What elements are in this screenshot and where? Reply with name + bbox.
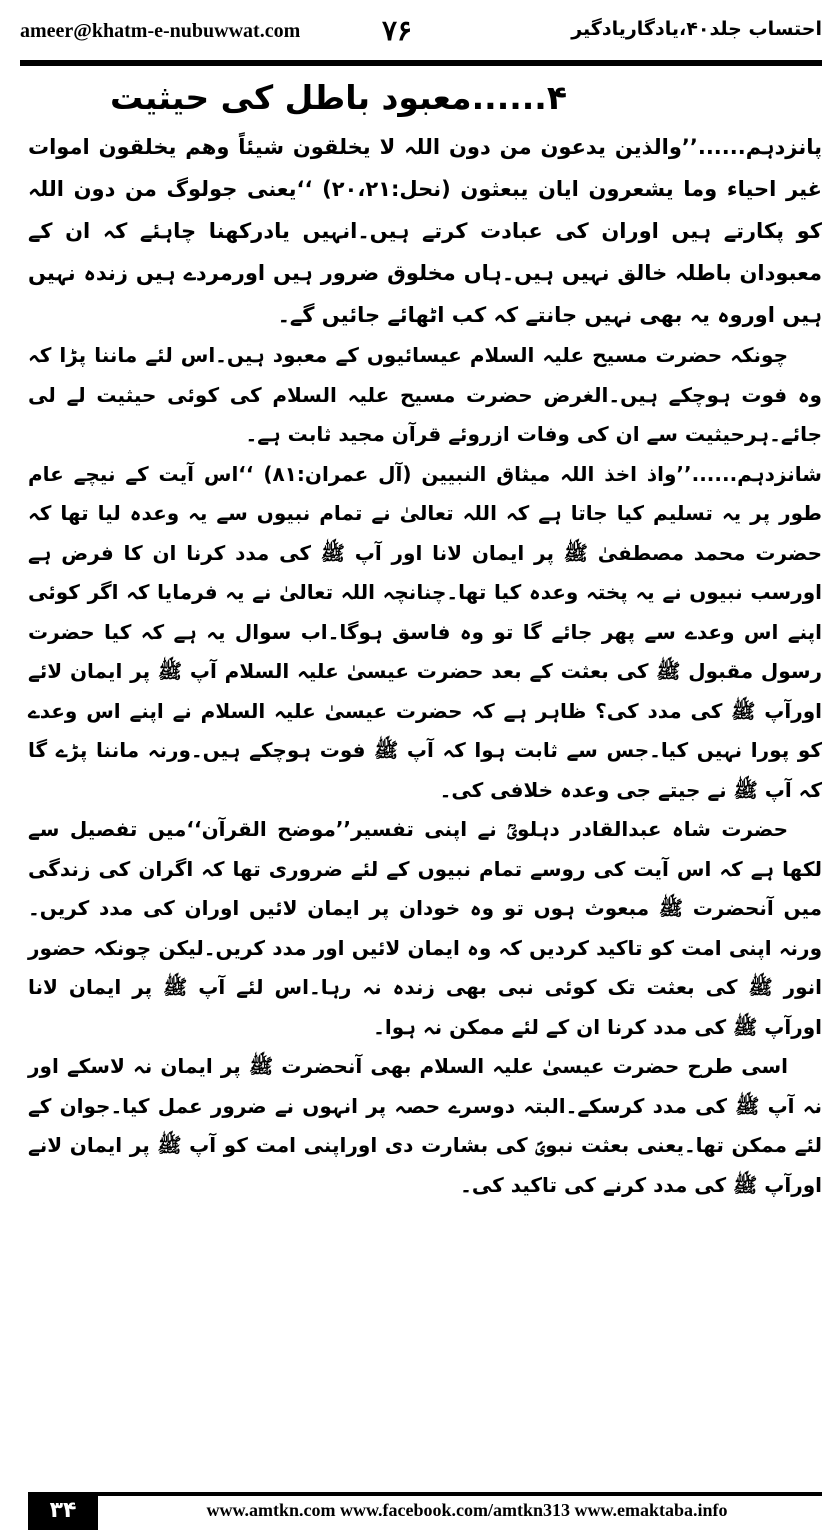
page-footer	[28, 1492, 822, 1530]
header-rule	[20, 60, 822, 66]
paragraph-3: شانزدہم......’’واذ اخذ اللہ میثاق النبیین (آل عمران:۸۱) ‘‘اس آیت کے نیچے عام طور پر یہ تسلیم کیا جاتا ہے کہ اللہ تعالیٰ نے تمام نبیوں سے یہ وعدہ لیا تھا کہ حضرت محمد مصطفیٰ ﷺ پر ایمان لانا اور آپ ﷺ کی مدد کرنا ان کا فرض ہے اورسب نبیوں نے یہ پختہ وعدہ کیا تھا۔چنانچہ اللہ تعالیٰ نے یہ فرمایا کہ اگر کوئی اپنے اس وعدے سے پھر جائے گا تو وہ فاسق ہوگا۔اب سوال یہ ہے کہ کیا حضرت رسول مقبول ﷺ کی بعثت کے بعد حضرت عیسیٰ علیہ السلام آپ ﷺ پر ایمان لائے اورآپ ﷺ کی مدد کی؟ ظاہر ہے کہ حضرت عیسیٰ علیہ السلام نے اپنے اس وعدے کو پورا نہیں کیا۔جس سے ثابت ہوا کہ آپ ﷺ فوت ہوچکے ہیں۔ورنہ ماننا پڑے گا کہ آپ ﷺ نے جیتے جی وعدہ خلافی کی۔	[28, 461, 822, 802]
header-book-title: احتساب جلد۴۰،یادگاریادگیر	[571, 18, 822, 40]
paragraph-5: اسی طرح حضرت عیسیٰ علیہ السلام بھی آنحضرت ﷺ پر ایمان نہ لاسکے اور نہ آپ ﷺ کی مدد کرسکے۔البتہ دوسرے حصہ پر انہوں نے ضرور عمل کیا۔جوان کے لئے ممکن تھا۔یعنی بعثت نبویؐ کی بشارت دی اوراپنی امت کو آپ ﷺ پر ایمان لانے اورآپ ﷺ کی مدد کرنے کی تاکید کی۔	[28, 1054, 822, 1197]
footer-page-label: ۳۴	[28, 1492, 98, 1530]
paragraph-4: حضرت شاہ عبدالقادر دہلویؒ نے اپنی تفسیر’’موضح القرآن‘‘میں تفصیل سے لکھا ہے کہ اس آیت کی روسے تمام نبیوں کے لئے ضروری تھا کہ اگران کی زندگی میں آنحضرت ﷺ مبعوث ہوں تو وہ خودان پر ایمان لائیں اوران کی مدد کریں۔ورنہ اپنی امت کو تاکید کردیں کہ وہ ایمان لائیں اور مدد کریں۔لیکن چونکہ حضور انور ﷺ کی بعثت تک کوئی نبی بھی زندہ نہ رہا۔اس لئے آپ ﷺ پر ایمان لانا اورآپ ﷺ کی مدد کرنا ان کے لئے ممکن نہ ہوا۔	[28, 817, 822, 1039]
page-header	[20, 14, 822, 54]
page-content	[28, 74, 822, 1205]
paragraph-1: پانزدہم......’’والذین یدعون من دون اللہ لا یخلقون شیئاً وھم یخلقون اموات غیر احیاء وما یشعرون ایان یبعثون (نحل:۲۰،۲۱) ‘‘یعنی جولوگ من دون اللہ کو پکارتے ہیں اوران کی عبادت کرتے ہیں۔انہیں یادرکھنا چاہئے کہ ان کے معبودان باطلہ خالق نہیں ہیں۔ہاں مخلوق ضرور ہیں اورمردے ہیں زندہ نہیں ہیں اوروہ یہ بھی نہیں جانتے کہ کب اٹھائے جائیں گے۔	[28, 135, 822, 327]
header-email: ameer@khatm-e-nubuwwat.com	[20, 20, 301, 42]
footer-urls: www.amtkn.com www.facebook.com/amtkn313 www.emaktaba.info	[206, 1500, 728, 1520]
paragraph-2: چونکہ حضرت مسیح علیہ السلام عیسائیوں کے معبود ہیں۔اس لئے ماننا پڑا کہ وہ فوت ہوچکے ہیں۔الغرض حضرت مسیح علیہ السلام کی کوئی حیثیت لے لی جائے۔ہرحیثیت سے ان کی وفات ازروئے قرآن مجید ثابت ہے۔	[28, 343, 822, 446]
header-page-number: ۷۶	[382, 14, 413, 47]
section-heading: ۴......معبود باطل کی حیثیت	[109, 78, 567, 117]
